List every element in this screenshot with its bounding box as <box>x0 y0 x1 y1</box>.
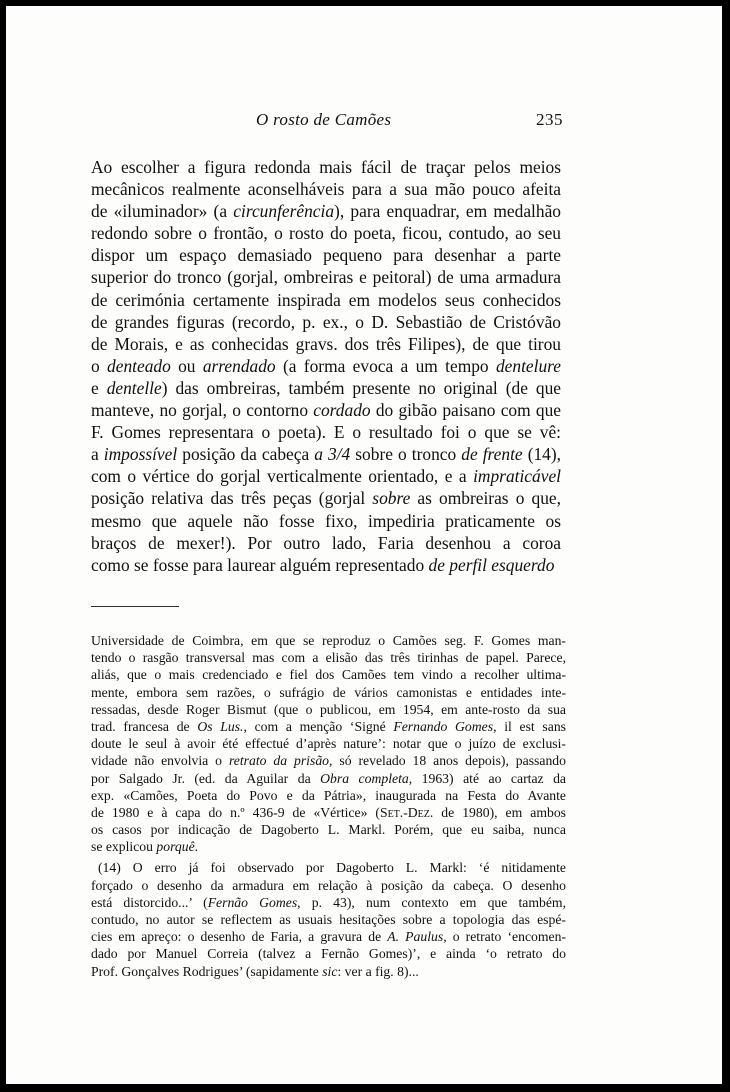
footnote-line <box>91 649 566 666</box>
text-run: dispor um espaço demasiado pequeno para desenhar a parte <box>91 245 561 266</box>
italic-text: Fernão Gomes <box>207 894 298 910</box>
running-title: O rosto de Camões <box>256 110 392 129</box>
footnote-divider <box>91 606 179 607</box>
italic-text: denteado <box>107 355 171 376</box>
footnote-continuation <box>91 632 566 855</box>
body-line <box>91 377 561 399</box>
italic-text: circunferência <box>233 201 335 222</box>
footnote-line <box>91 718 566 735</box>
body-line <box>91 333 561 355</box>
text-run: de grandes figuras (recordo, p. ex., o D. Sebastião de Cristóvão <box>91 311 561 332</box>
text-run: , il est sans <box>493 718 566 734</box>
text-run: a <box>91 444 104 465</box>
text-run: doute le seul à avoir été effectué d’après nature’: notar que o juízo de exclusi- <box>91 736 566 752</box>
footnotes <box>91 632 566 980</box>
text-run: redondo sobre o frontão, o rosto do poeta, ficou, contudo, ao seu <box>91 223 561 244</box>
footnote-line <box>91 928 566 945</box>
body-line <box>91 244 561 266</box>
text-run: com o vértice do gorjal verticalmente orientado, e a <box>91 466 474 487</box>
body-line <box>91 355 561 377</box>
text-run: mecânicos realmente aconselháveis para a sua mão pouco afeita <box>91 179 561 200</box>
footnote-line <box>91 877 566 894</box>
text-run: de Morais, e as conhecidas gravs. dos três Filipes), de que tirou <box>91 333 561 354</box>
text-run: (14) O erro já foi observado por Dagoberto L. Markl: ‘é nitidamente <box>98 860 566 876</box>
text-run: as ombreiras o que, <box>410 488 561 509</box>
running-head <box>6 110 722 134</box>
text-run: posição relativa das três peças (gorjal <box>91 488 373 509</box>
text-run: ), para enquadrar, em medalhão <box>334 201 561 222</box>
text-run: se explicou <box>91 839 157 855</box>
italic-text: Os Lus. <box>197 718 244 734</box>
book-page <box>6 6 722 1084</box>
footnote-line <box>91 945 566 962</box>
text-run: aliás, que o mais credenciado e fiel dos Camões tem vindo a recolher ultima- <box>91 667 566 683</box>
body-line <box>91 554 561 576</box>
text-run: por Salgado Jr. (ed. da Aguilar da <box>91 770 321 786</box>
text-run: . <box>194 839 199 855</box>
body-line <box>91 399 561 421</box>
text-run: de cerimónia certamente inspirada em modelos seus conhecidos <box>91 289 561 310</box>
text-run: Set.-Dez. <box>379 804 434 820</box>
text-run: de 1980 e à capa do n.º 436-9 de «Vértice» ( <box>91 804 380 820</box>
text-run: de «iluminador» (a <box>91 201 234 222</box>
text-run: mente, embora sem razões, o sufrágio de vários camonistas e entidades inte- <box>91 684 566 700</box>
footnote-line <box>91 752 566 769</box>
text-run: , 1963) até ao cartaz da <box>408 770 567 786</box>
italic-text: dentelure <box>495 355 561 376</box>
text-run: manteve, no gorjal, o contorno <box>91 400 314 421</box>
body-line <box>91 487 561 509</box>
italic-text: de perfil esquerdo <box>428 554 555 575</box>
footnote-line <box>91 911 566 928</box>
text-run: , só revelado 18 anos depois), passando <box>329 753 566 769</box>
body-paragraph <box>91 156 561 576</box>
italic-text: porquê <box>156 839 195 855</box>
text-run: posição da cabeça <box>177 444 315 465</box>
body-line <box>91 266 561 288</box>
text-run: , o retrato ‘encomen- <box>443 929 566 945</box>
footnote-line <box>91 666 566 683</box>
body-line <box>91 311 561 333</box>
body-line <box>91 289 561 311</box>
text-run: vidade não envolvia o <box>91 753 229 769</box>
italic-text: sobre <box>372 488 411 509</box>
footnote-line <box>91 701 566 718</box>
footnote-line <box>91 632 566 649</box>
italic-text: dentelle <box>106 377 162 398</box>
text-run: como se fosse para laurear alguém representado <box>91 554 429 575</box>
text-run: os casos por indicação de Dagoberto L. Markl. Porém, que eu saiba, nunca <box>91 822 566 838</box>
text-run: Prof. Gonçalves Rodrigues’ (sapidamente <box>91 963 323 979</box>
italic-text: retrato da prisão <box>228 753 330 769</box>
footnote-line <box>91 963 566 980</box>
text-run: ou <box>170 355 203 376</box>
text-run: : ver a fig. 8)... <box>337 963 419 979</box>
footnote-line <box>91 787 566 804</box>
text-run: exp. «Camões, Poeta do Povo e da Pátria», inaugurada na Festa do Avante <box>91 787 566 803</box>
text-run: cies em apreço: o desenho de Faria, a gravura de <box>91 929 388 945</box>
body-line <box>91 510 561 532</box>
footnote-line <box>91 684 566 701</box>
text-run: (a forma evoca a um tempo <box>275 355 496 376</box>
text-run: , p. 43), num contexto em que também, <box>297 894 567 910</box>
text-run: Ao escolher a figura redonda mais fácil de traçar pelos meios <box>91 157 561 177</box>
body-line <box>91 465 561 487</box>
italic-text: arrendado <box>202 355 276 376</box>
body-line <box>91 421 561 443</box>
body-line <box>91 200 561 222</box>
text-run: ) das ombreiras, também presente no original (de que <box>161 377 561 398</box>
text-run: , com a menção ‘Signé <box>243 718 394 734</box>
text-run: (14), <box>522 444 562 465</box>
text-run: mesmo que aquele não fosse fixo, impediria praticamente os <box>91 510 561 531</box>
body-line <box>91 156 561 178</box>
italic-text: impraticável <box>473 466 561 487</box>
text-run: braços de mexer!). Por outro lado, Faria desenhou a coroa <box>91 532 561 553</box>
italic-text: impossível <box>103 444 178 465</box>
italic-text: sic <box>322 963 338 979</box>
body-line <box>91 443 561 465</box>
text-run: trad. francesa de <box>91 718 198 734</box>
text-run: do gibão paisano com que <box>370 400 561 421</box>
text-run: sobre o tronco <box>350 444 462 465</box>
italic-text: de frente <box>461 444 523 465</box>
body-line <box>91 222 561 244</box>
text-run: contudo, no autor se reflectem as usuais hesitações sobre a topologia das espé- <box>91 912 566 927</box>
text-run: o <box>91 355 108 376</box>
footnote-line <box>91 821 566 838</box>
italic-text: A. Paulus <box>387 929 444 945</box>
footnote-line <box>91 894 566 911</box>
text-run: forçado o desenho da armadura em relação à posição da cabeça. O desenho <box>91 877 566 893</box>
italic-text: Obra completa <box>320 770 409 786</box>
body-line <box>91 532 561 554</box>
footnote-line <box>91 804 566 821</box>
italic-text: a 3/4 <box>314 444 351 465</box>
text-run: de 1980), em ambos <box>433 804 566 820</box>
text-run: Universidade de Coimbra, em que se reproduz o Camões seg. F. Gomes man- <box>91 633 566 648</box>
footnote-line <box>91 859 566 876</box>
text-run: tendo o rasgão transversal mas com a elisão das três tirinhas de papel. Parece, <box>91 650 566 666</box>
italic-text: Fernando Gomes <box>393 718 494 734</box>
footnote-line <box>91 770 566 787</box>
text-run: superior do tronco (gorjal, ombreiras e peitoral) de uma armadura <box>91 267 561 288</box>
text-run: e <box>91 377 107 398</box>
text-run: F. Gomes representara o poeta). E o resultado foi o que se vê: <box>91 422 561 443</box>
body-line <box>91 178 561 200</box>
text-run: está distorcido...’ ( <box>91 894 208 910</box>
italic-text: cordado <box>313 400 371 421</box>
text-run: dado por Manuel Correia (talvez a Fernão Gomes)’, e ainda ‘o retrato do <box>91 946 566 962</box>
footnote-line <box>91 735 566 752</box>
page-number: 235 <box>536 110 563 129</box>
footnote-14 <box>91 859 566 979</box>
text-run: ressadas, desde Roger Bismut (que o publicou, em 1954, em ante-rosto da sua <box>91 701 566 717</box>
footnote-line <box>91 838 566 855</box>
